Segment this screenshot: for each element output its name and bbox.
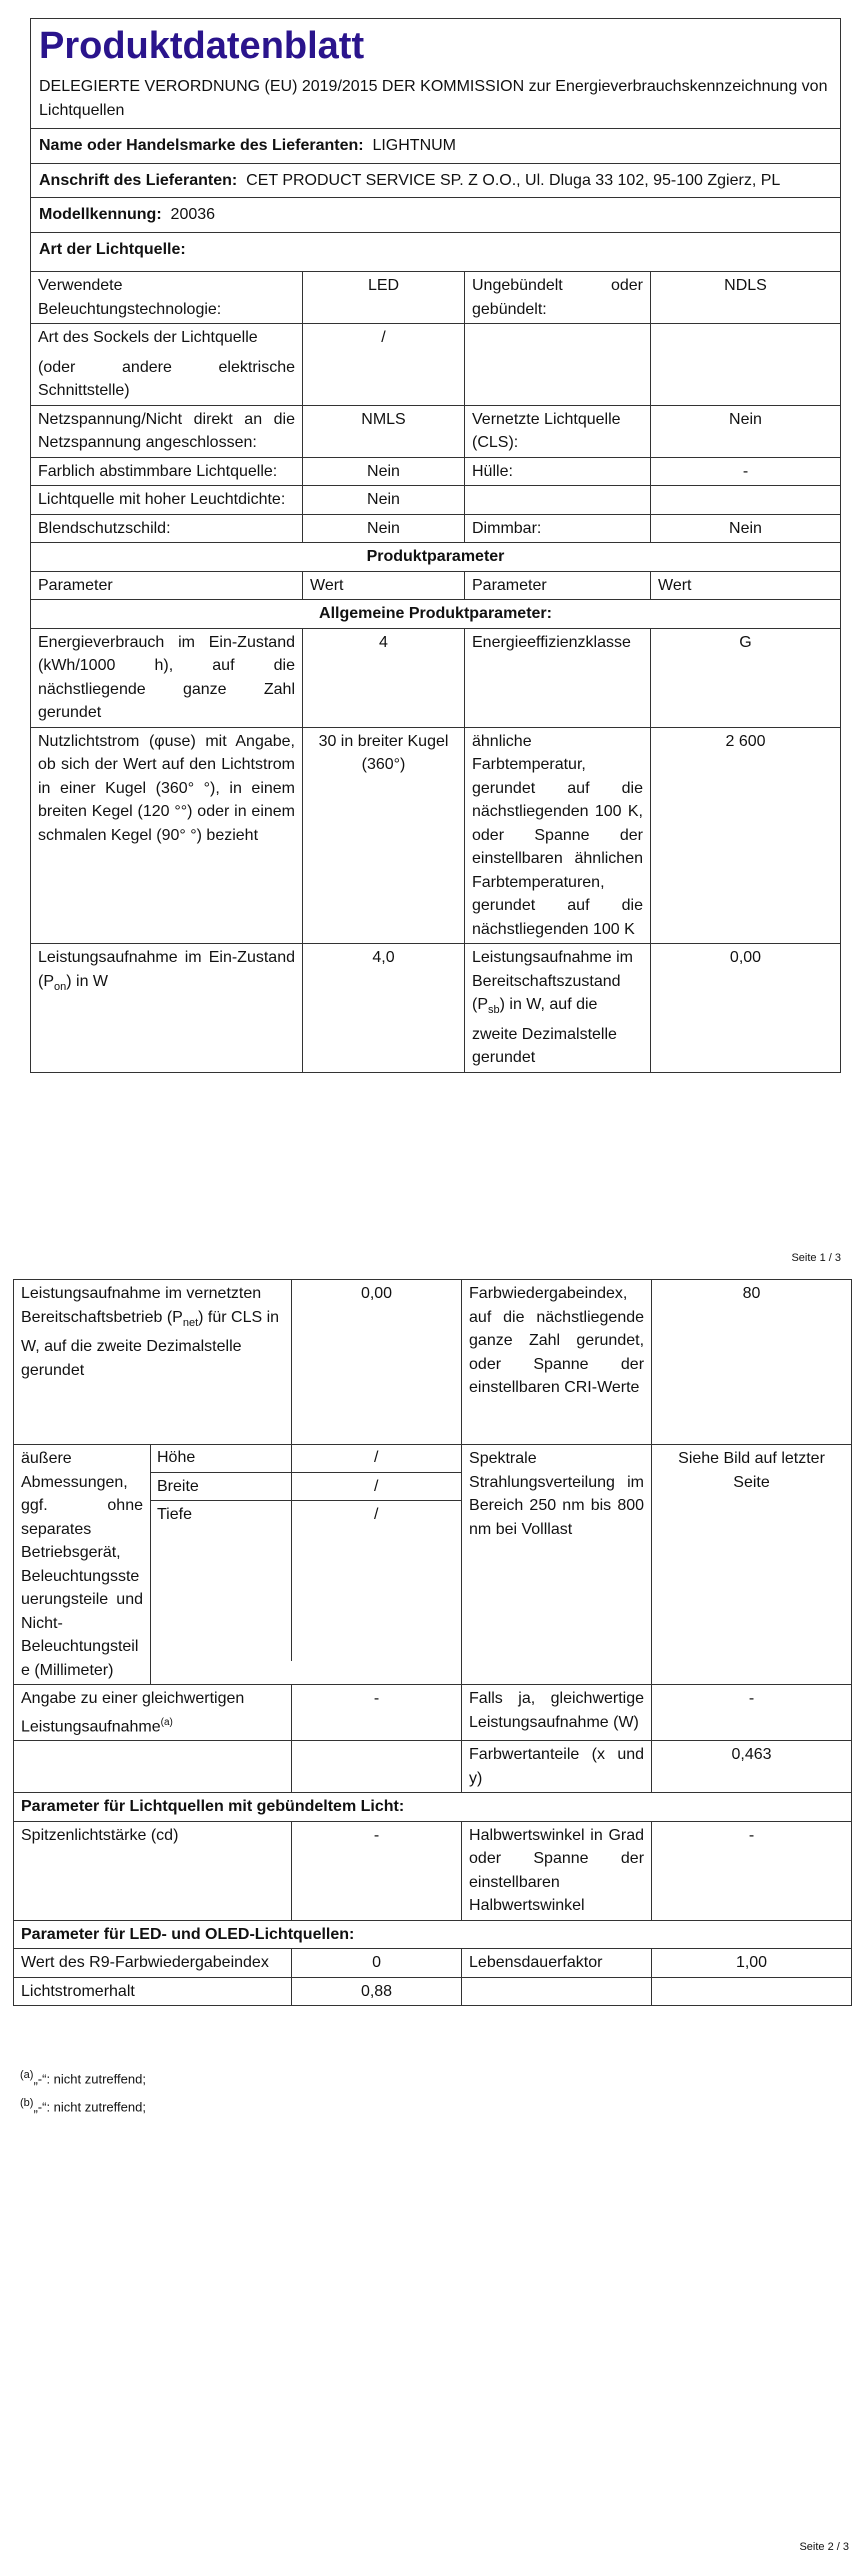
equiv-w-value: -: [652, 1685, 852, 1741]
psb-label: Leistungsaufnahme im Bereitschaftszustand $(P_{sb})$ in W, auf die zweite Dezimalstelle gerundet: [465, 944, 651, 1073]
supplier-row: [31, 129, 841, 164]
equiv-value: -: [292, 1685, 462, 1741]
supplier-name-label: Name oder Handelsmarke des Lieferanten:: [39, 137, 364, 154]
eclass-label: Energieeffizienzklasse: [465, 628, 651, 727]
dims-cell: [151, 1445, 462, 1685]
table-row: [31, 324, 841, 406]
table-row: [31, 514, 841, 543]
table-row: [14, 1821, 852, 1920]
chroma-value: 0,463: [652, 1741, 852, 1793]
beam-label: Halbwertswinkel in Grad oder Spanne der einstellbaren Halbwertswinkel: [462, 1821, 652, 1920]
bundled-value: NDLS: [651, 272, 841, 324]
footnote-b: $^{(b)}$„-“: nicht zutreffend;: [20, 2097, 146, 2115]
psb-value: 0,00: [651, 944, 841, 1073]
maint-value: 0,88: [292, 1977, 462, 2006]
header-cell: [31, 19, 841, 129]
bundled-label: Ungebündelt oder gebündelt:: [465, 272, 651, 324]
envelope-value: -: [651, 457, 841, 486]
table-row: [31, 944, 841, 1073]
hilum-label: Lichtquelle mit hoher Leuchtdichte:: [31, 486, 303, 515]
socket-label-note: (oder andere elektrische Schnittstelle): [38, 358, 295, 399]
table-row: [31, 628, 841, 727]
mains-label: Netzspannung/Nicht direkt an die Netzspannung angeschlossen:: [31, 405, 303, 457]
depth-label: Tiefe: [151, 1501, 292, 1662]
equiv-label: Angabe zu einer gleichwertigen Leistungsaufnahme$^{(a)}$: [14, 1685, 292, 1741]
spd-value: Siehe Bild auf letzter Seite: [652, 1445, 852, 1685]
page-1: [30, 18, 841, 1073]
cct-label: ähnliche Farbtemperatur, gerundet auf die nächstliegenden 100 K, oder Spanne der einstellbaren ähnlichen Farbtemperaturen, gerundet auf die nächstliegenden 100 K: [465, 727, 651, 944]
table-row: [14, 1949, 852, 1978]
survival-value: 1,00: [652, 1949, 852, 1978]
pnet-label: Leistungsaufnahme im vernetzten Bereitschaftsbetrieb $(P_{net})$ für CLS in W, auf die zweite Dezimalstelle gerundet: [14, 1280, 292, 1445]
peak-label: Spitzenlichtstärke (cd): [14, 1821, 292, 1920]
width-value: /: [291, 1472, 461, 1501]
table-row: [31, 457, 841, 486]
col-param-1: Parameter: [31, 571, 303, 600]
glare-label: Blendschutzschild:: [31, 514, 303, 543]
led-header: Parameter für LED- und OLED-Lichtquellen:: [14, 1920, 852, 1949]
chroma-label: Farbwertanteile (x und y): [462, 1741, 652, 1793]
product-params-header: Produktparameter: [31, 543, 841, 572]
col-param-2: Parameter: [465, 571, 651, 600]
height-value: /: [291, 1445, 461, 1473]
dims-label: äußere Abmessungen, ggf. ohne separates Betriebsgerät, Beleuchtungssteuerungsteile und Nicht-Beleuchtungsteile (Millimeter): [14, 1445, 151, 1685]
address: CET PRODUCT SERVICE SP. Z O.O., Ul. Dluga 33 102, 95-100 Zgierz, PL: [246, 171, 781, 189]
color-label: Farblich abstimmbare Lichtquelle:: [31, 457, 303, 486]
table-row: [14, 1741, 852, 1793]
beam-value: -: [652, 1821, 852, 1920]
cls-value: Nein: [651, 405, 841, 457]
page-2: [13, 1279, 852, 2006]
socket-label-cell: [31, 324, 303, 406]
dim-value: Nein: [651, 514, 841, 543]
flux-label: Nutzlichtstrom (φuse) mit Angabe, ob sich der Wert auf den Lichtstrom in einer Kugel (360° °), in einem breiten Kegel (120 °°) oder in einem schmalen Kegel (90° °) bezieht: [31, 727, 303, 944]
table-row: [31, 486, 841, 515]
envelope-label: Hülle:: [465, 457, 651, 486]
supplier-name: LIGHTNUM: [372, 137, 457, 154]
depth-value: /: [291, 1501, 461, 1662]
table-row: [31, 727, 841, 944]
r9-label: Wert des R9-Farbwiedergabeindex: [14, 1949, 292, 1978]
cls-label: Vernetzte Lichtquelle (CLS):: [465, 405, 651, 457]
table-row: [14, 1977, 852, 2006]
model: 20036: [170, 206, 216, 223]
page-title: Produktdatenblatt: [39, 25, 365, 67]
table-row: [14, 1445, 852, 1685]
glare-value: Nein: [303, 514, 465, 543]
equiv-w-label: Falls ja, gleichwertige Leistungsaufnahme (W): [462, 1685, 652, 1741]
pnet-value: 0,00: [292, 1280, 462, 1445]
socket-label: Art des Sockels der Lichtquelle: [38, 329, 258, 346]
spd-label: Spektrale Strahlungsverteilung im Bereich 250 nm bis 800 nm bei Volllast: [462, 1445, 652, 1685]
column-header-row: [31, 571, 841, 600]
energy-label: Energieverbrauch im Ein-Zustand (kWh/1000 h), auf die nächstliegende ganze Zahl gerundet: [31, 628, 303, 727]
col-value-1: Wert: [303, 571, 465, 600]
cct-value: 2 600: [651, 727, 841, 944]
height-label: Höhe: [151, 1445, 292, 1473]
survival-label: Lebensdauerfaktor: [462, 1949, 652, 1978]
pon-label: Leistungsaufnahme im Ein-Zustand $(P_{on})$ in W: [31, 944, 303, 1073]
regulation-text: DELEGIERTE VERORDNUNG (EU) 2019/2015 DER KOMMISSION zur Energieverbrauchskennzeichnung von Lichtquellen: [39, 78, 828, 119]
maint-label: Lichtstromerhalt: [14, 1977, 292, 2006]
tech-label: Verwendete Beleuchtungstechnologie:: [31, 272, 303, 324]
light-type-header: Art der Lichtquelle:: [31, 232, 841, 272]
table-row: [31, 272, 841, 324]
col-value-2: Wert: [651, 571, 841, 600]
dim-label: Dimmbar:: [465, 514, 651, 543]
cri-label: Farbwiedergabeindex, auf die nächstliegende ganze Zahl gerundet, oder Spanne der einstellbaren CRI-Werte: [462, 1280, 652, 1445]
tech-value: LED: [303, 272, 465, 324]
width-label: Breite: [151, 1472, 292, 1501]
footnote-a: $^{(a)}$„-“: nicht zutreffend;: [20, 2069, 146, 2087]
dls-header: Parameter für Lichtquellen mit gebündeltem Licht:: [14, 1793, 852, 1822]
light-type-row: [31, 232, 841, 272]
cri-value: 80: [652, 1280, 852, 1445]
model-row: [31, 198, 841, 233]
address-label: Anschrift des Lieferanten:: [39, 171, 238, 189]
page-number-1: Seite 1 / 3: [791, 1252, 841, 1264]
table-row: [14, 1685, 852, 1741]
hilum-value: Nein: [303, 486, 465, 515]
energy-value: 4: [303, 628, 465, 727]
flux-value: 30 in breiter Kugel (360°): [303, 727, 465, 944]
pon-value: 4,0: [303, 944, 465, 1073]
table-row: [14, 1280, 852, 1445]
mains-value: NMLS: [303, 405, 465, 457]
model-label: Modellkennung:: [39, 206, 162, 223]
eclass-value: G: [651, 628, 841, 727]
socket-value: /: [303, 324, 465, 406]
datasheet-table-2: [13, 1279, 852, 2006]
general-params-header: Allgemeine Produktparameter:: [31, 600, 841, 629]
page-number-2: Seite 2 / 3: [799, 2541, 849, 2553]
table-row: [31, 405, 841, 457]
r9-value: 0: [292, 1949, 462, 1978]
color-value: Nein: [303, 457, 465, 486]
peak-value: -: [292, 1821, 462, 1920]
address-row: [31, 163, 841, 198]
datasheet-table-1: [30, 18, 841, 1073]
